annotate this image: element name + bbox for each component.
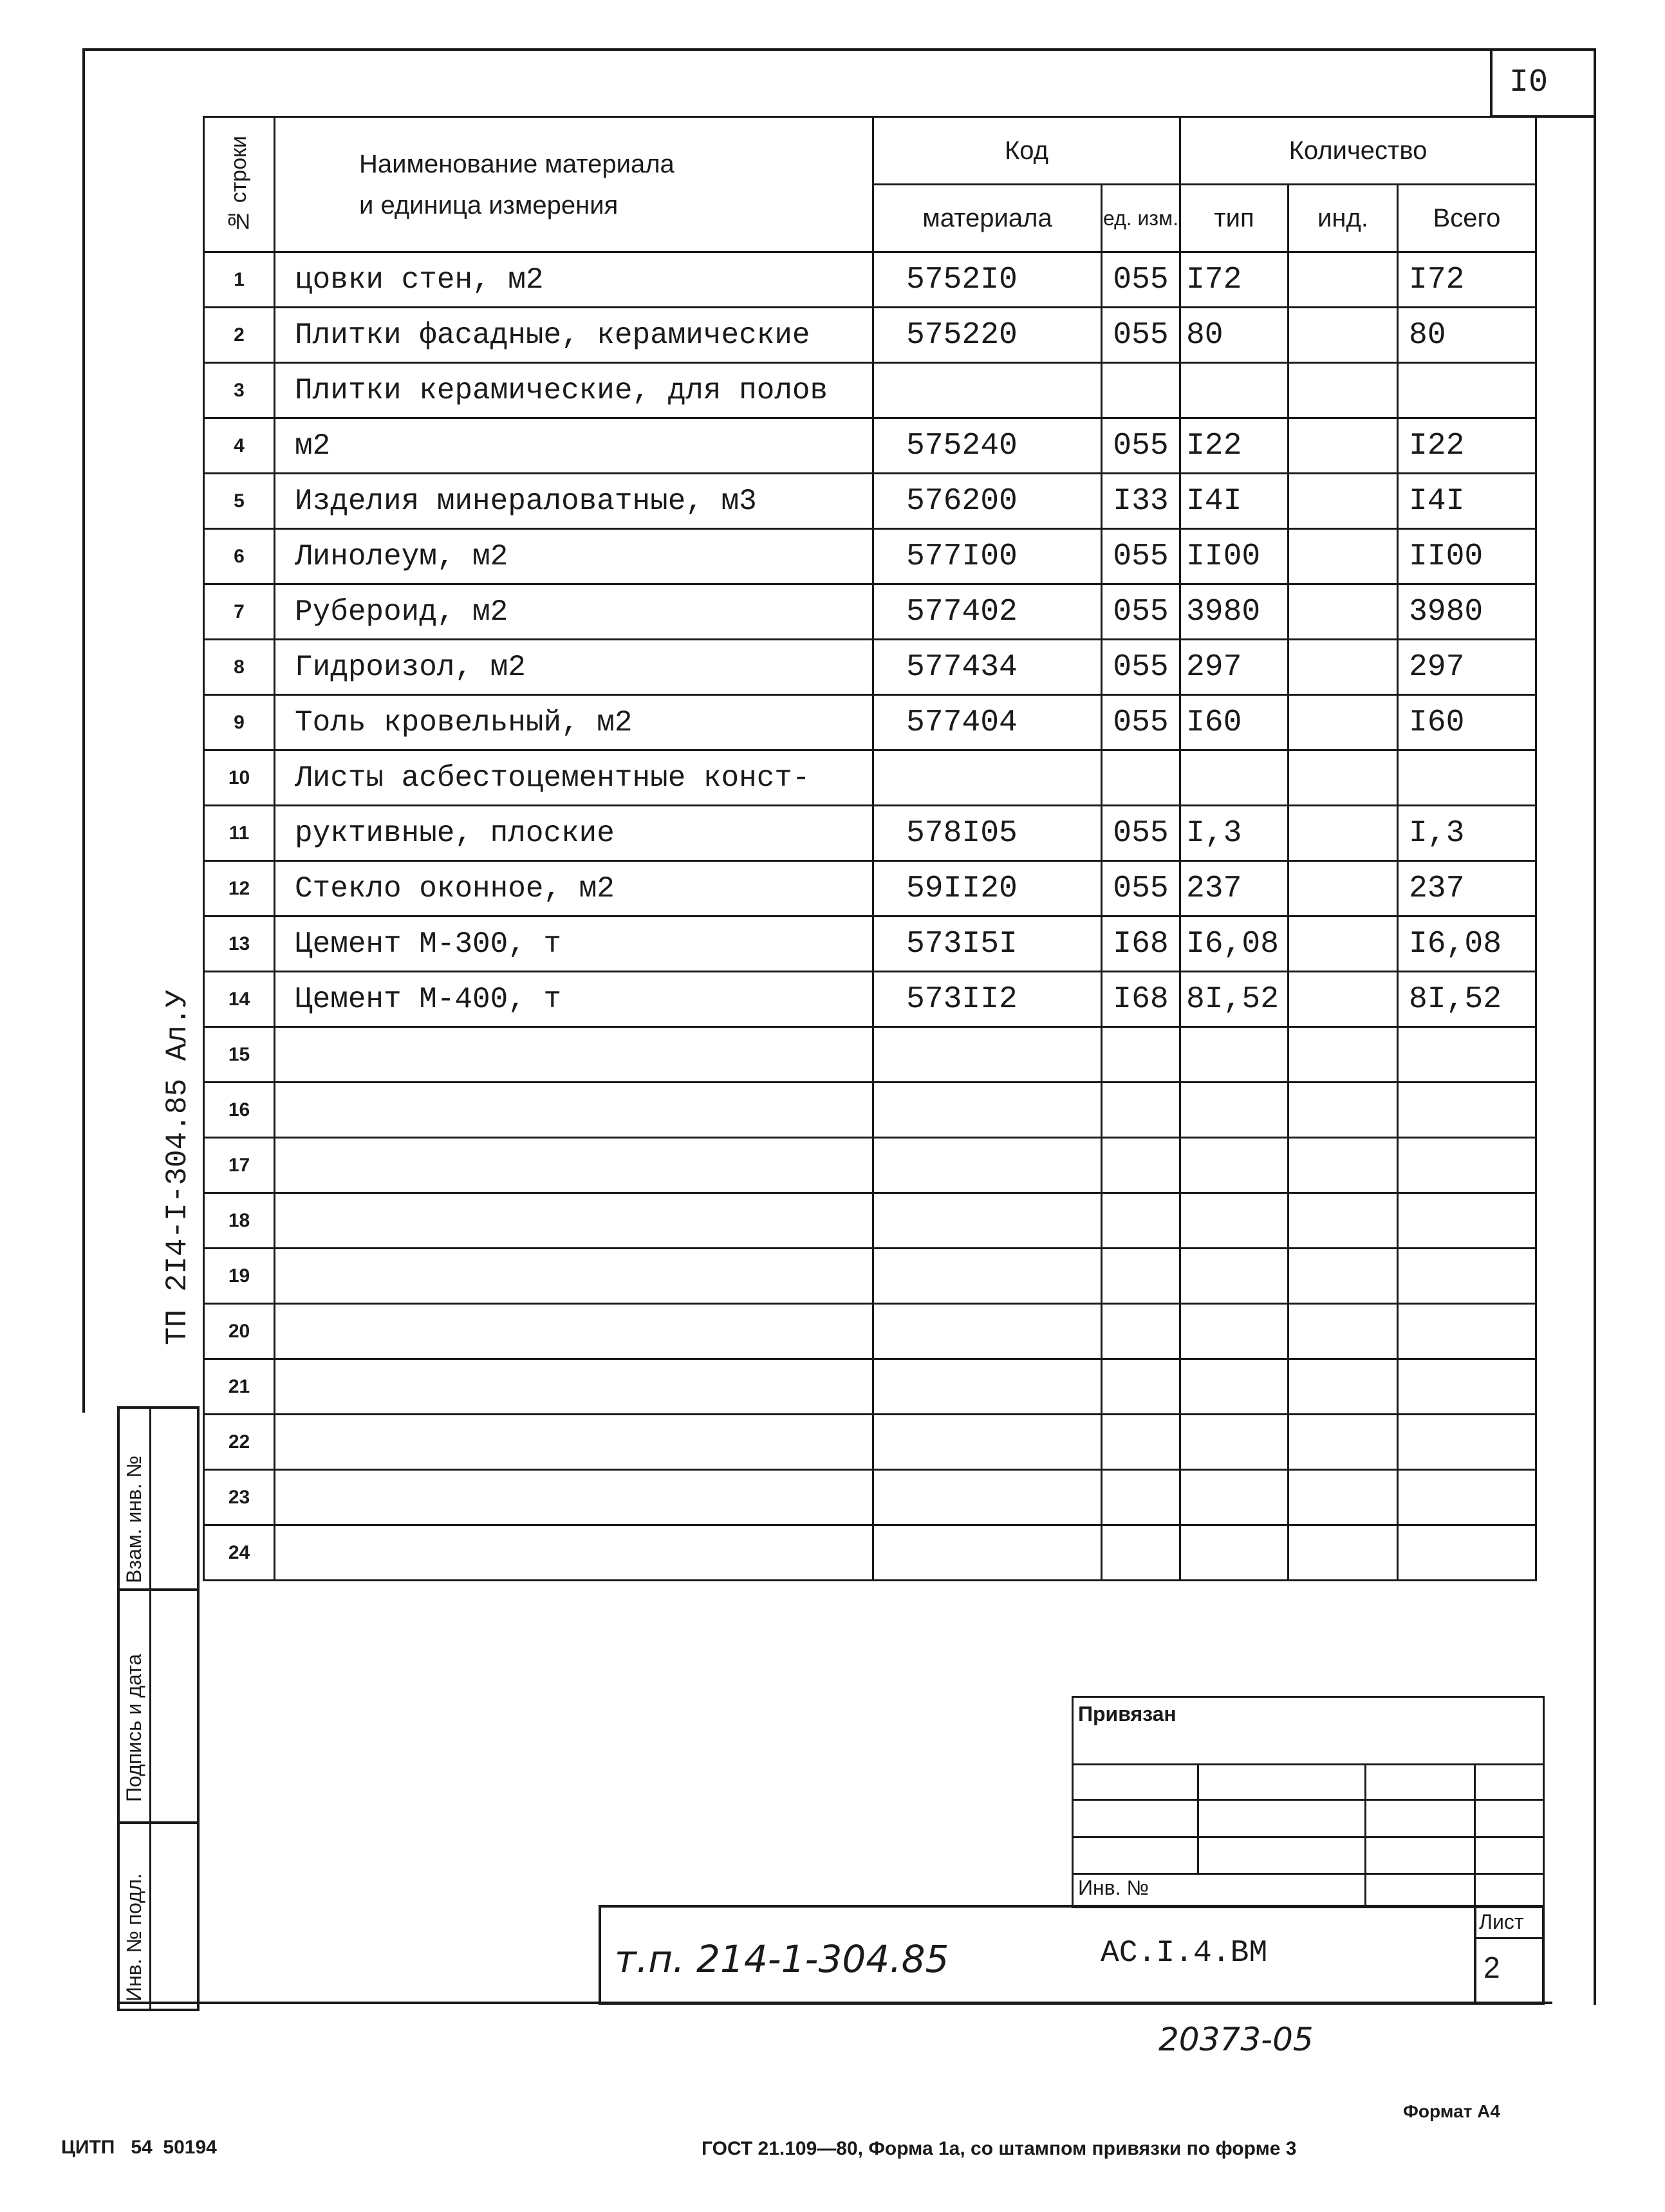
material-code — [873, 1525, 1102, 1581]
qty-total — [1398, 1470, 1536, 1525]
row-number: 19 — [204, 1249, 275, 1304]
material-name: Цемент М-300, т — [275, 916, 873, 972]
table-row — [204, 1249, 1536, 1304]
unit-code — [1102, 1470, 1180, 1525]
materials-table — [203, 116, 1537, 1581]
unit-code: 055 — [1102, 418, 1180, 474]
material-name — [275, 1083, 873, 1138]
stamp-vline-3 — [1474, 1763, 1476, 1908]
unit-code — [1102, 363, 1180, 418]
material-name — [275, 1027, 873, 1083]
left-strip-divider — [149, 1406, 151, 2011]
material-code: 573I5I — [873, 916, 1102, 972]
qty-total: I6,08 — [1398, 916, 1536, 972]
table-row — [204, 695, 1536, 750]
row-number: 24 — [204, 1525, 275, 1581]
material-name: цовки стен, м2 — [275, 252, 873, 308]
qty-total: 3980 — [1398, 584, 1536, 640]
inv-no-label: Инв. № — [1078, 1876, 1149, 1899]
material-code: 59II20 — [873, 861, 1102, 916]
table-row — [204, 529, 1536, 584]
qty-ind — [1288, 1470, 1398, 1525]
qty-total — [1398, 1083, 1536, 1138]
unit-code: I33 — [1102, 474, 1180, 529]
table-row — [204, 1138, 1536, 1193]
sheet-label: Лист — [1479, 1910, 1524, 1933]
material-name — [275, 1193, 873, 1249]
row-number: 4 — [204, 418, 275, 474]
material-code: 577402 — [873, 584, 1102, 640]
unit-code: 055 — [1102, 252, 1180, 308]
qty-ind — [1288, 584, 1398, 640]
material-name — [275, 1525, 873, 1581]
doc-code: АС.I.4.ВМ — [1101, 1936, 1268, 1971]
table-row — [204, 1415, 1536, 1470]
header-quantity: Количество — [1180, 117, 1536, 185]
handwritten-number: 20373-05 — [1158, 2021, 1314, 2058]
material-name: Плитки керамические, для полов — [275, 363, 873, 418]
qty-ind — [1288, 972, 1398, 1027]
table-row — [204, 861, 1536, 916]
material-code — [873, 1304, 1102, 1359]
qty-type — [1180, 1138, 1288, 1193]
privyazan-label: Привязан — [1078, 1702, 1177, 1725]
table-row — [204, 916, 1536, 972]
title-block-sheet-sep — [1474, 1937, 1545, 1939]
row-number: 13 — [204, 916, 275, 972]
qty-total — [1398, 1027, 1536, 1083]
footer-left: ЦИТП 54 50194 — [61, 2137, 217, 2158]
material-code — [873, 1249, 1102, 1304]
row-number: 1 — [204, 252, 275, 308]
header-name: Наименование материала и единица измерения — [275, 117, 873, 252]
unit-code: I68 — [1102, 972, 1180, 1027]
qty-total: I4I — [1398, 474, 1536, 529]
row-number: 9 — [204, 695, 275, 750]
material-code — [873, 1470, 1102, 1525]
material-name: Толь кровельный, м2 — [275, 695, 873, 750]
qty-total: II00 — [1398, 529, 1536, 584]
header-code-material: материала — [873, 185, 1102, 252]
handwritten-project-code: т.п. 214-1-304.85 — [615, 1937, 949, 1981]
qty-total: 80 — [1398, 308, 1536, 363]
material-name: Плитки фасадные, керамические — [275, 308, 873, 363]
label-podpis-data: Подпись и дата — [122, 1653, 145, 1802]
material-name: руктивные, плоские — [275, 806, 873, 861]
qty-ind — [1288, 1138, 1398, 1193]
table-row — [204, 474, 1536, 529]
row-number: 2 — [204, 308, 275, 363]
unit-code: 055 — [1102, 861, 1180, 916]
unit-code — [1102, 1415, 1180, 1470]
row-number: 20 — [204, 1304, 275, 1359]
qty-type — [1180, 1525, 1288, 1581]
row-number: 10 — [204, 750, 275, 806]
material-name — [275, 1470, 873, 1525]
table-row — [204, 418, 1536, 474]
qty-total — [1398, 363, 1536, 418]
qty-total: I60 — [1398, 695, 1536, 750]
material-code: 577434 — [873, 640, 1102, 695]
row-number: 3 — [204, 363, 275, 418]
header-qty-type: тип — [1180, 185, 1288, 252]
qty-total — [1398, 1138, 1536, 1193]
qty-ind — [1288, 363, 1398, 418]
qty-type — [1180, 363, 1288, 418]
unit-code: 055 — [1102, 529, 1180, 584]
material-name: Цемент М-400, т — [275, 972, 873, 1027]
qty-type — [1180, 750, 1288, 806]
qty-type — [1180, 1359, 1288, 1415]
header-row-number: № строки — [204, 117, 275, 252]
label-vzam-inv: Взам. инв. № — [122, 1455, 145, 1583]
material-name: Линолеум, м2 — [275, 529, 873, 584]
row-number: 22 — [204, 1415, 275, 1470]
unit-code — [1102, 1249, 1180, 1304]
material-name — [275, 1138, 873, 1193]
unit-code — [1102, 1027, 1180, 1083]
qty-total: I72 — [1398, 252, 1536, 308]
qty-ind — [1288, 1249, 1398, 1304]
qty-ind — [1288, 1359, 1398, 1415]
row-number: 17 — [204, 1138, 275, 1193]
material-code — [873, 1027, 1102, 1083]
qty-type — [1180, 1027, 1288, 1083]
header-qty-ind: инд. — [1288, 185, 1398, 252]
material-name: Листы асбестоцементные конст- — [275, 750, 873, 806]
material-code: 575240 — [873, 418, 1102, 474]
row-number: 6 — [204, 529, 275, 584]
material-code — [873, 1359, 1102, 1415]
unit-code — [1102, 1359, 1180, 1415]
left-strip-sep-2 — [117, 1821, 200, 1824]
unit-code — [1102, 750, 1180, 806]
left-strip-sep-1 — [117, 1588, 200, 1591]
unit-code: 055 — [1102, 695, 1180, 750]
table-row — [204, 750, 1536, 806]
qty-total: 237 — [1398, 861, 1536, 916]
material-code: 573II2 — [873, 972, 1102, 1027]
qty-type: I4I — [1180, 474, 1288, 529]
material-name — [275, 1249, 873, 1304]
material-code: 578I05 — [873, 806, 1102, 861]
row-number: 5 — [204, 474, 275, 529]
row-number: 12 — [204, 861, 275, 916]
unit-code — [1102, 1083, 1180, 1138]
table-row — [204, 308, 1536, 363]
qty-total — [1398, 1249, 1536, 1304]
sheet-number: I0 — [1509, 64, 1549, 101]
material-code: 577404 — [873, 695, 1102, 750]
qty-type: 3980 — [1180, 584, 1288, 640]
qty-ind — [1288, 1304, 1398, 1359]
unit-code: 055 — [1102, 640, 1180, 695]
table-row — [204, 1083, 1536, 1138]
qty-type: II00 — [1180, 529, 1288, 584]
qty-ind — [1288, 806, 1398, 861]
material-code — [873, 363, 1102, 418]
qty-ind — [1288, 1525, 1398, 1581]
table-row — [204, 1304, 1536, 1359]
row-number: 23 — [204, 1470, 275, 1525]
unit-code: 055 — [1102, 308, 1180, 363]
material-code: 576200 — [873, 474, 1102, 529]
frame-left-line — [82, 48, 85, 1413]
material-code — [873, 1193, 1102, 1249]
table-row — [204, 806, 1536, 861]
qty-type: I60 — [1180, 695, 1288, 750]
header-code-unit: ед. изм. — [1102, 185, 1180, 252]
table-row — [204, 1359, 1536, 1415]
material-code — [873, 750, 1102, 806]
qty-type: I22 — [1180, 418, 1288, 474]
qty-type — [1180, 1249, 1288, 1304]
qty-type: I72 — [1180, 252, 1288, 308]
footer-right: ГОСТ 21.109—80, Форма 1а, со штампом привязки по форме 3 — [702, 2138, 1297, 2159]
qty-ind — [1288, 861, 1398, 916]
table-row — [204, 972, 1536, 1027]
qty-type: 80 — [1180, 308, 1288, 363]
material-code — [873, 1138, 1102, 1193]
qty-total — [1398, 1415, 1536, 1470]
label-inv-podl: Инв. № подл. — [122, 1873, 145, 2002]
qty-total — [1398, 1304, 1536, 1359]
qty-type — [1180, 1193, 1288, 1249]
unit-code — [1102, 1193, 1180, 1249]
stamp-vline-1 — [1197, 1763, 1199, 1873]
row-number: 8 — [204, 640, 275, 695]
qty-type — [1180, 1304, 1288, 1359]
table-row — [204, 640, 1536, 695]
material-code: 575220 — [873, 308, 1102, 363]
qty-total — [1398, 1359, 1536, 1415]
table-row — [204, 1470, 1536, 1525]
qty-ind — [1288, 640, 1398, 695]
qty-ind — [1288, 1193, 1398, 1249]
qty-ind — [1288, 1415, 1398, 1470]
unit-code — [1102, 1525, 1180, 1581]
qty-ind — [1288, 529, 1398, 584]
qty-type — [1180, 1415, 1288, 1470]
material-name: Стекло оконное, м2 — [275, 861, 873, 916]
qty-total: 8I,52 — [1398, 972, 1536, 1027]
qty-total: 297 — [1398, 640, 1536, 695]
material-code: 577I00 — [873, 529, 1102, 584]
qty-type: 297 — [1180, 640, 1288, 695]
row-number: 18 — [204, 1193, 275, 1249]
table-row — [204, 363, 1536, 418]
qty-type: 237 — [1180, 861, 1288, 916]
row-number: 14 — [204, 972, 275, 1027]
table-row — [204, 252, 1536, 308]
format-label: Формат А4 — [1403, 2101, 1500, 2121]
qty-ind — [1288, 1083, 1398, 1138]
material-name: Рубероид, м2 — [275, 584, 873, 640]
qty-type: 8I,52 — [1180, 972, 1288, 1027]
stamp-vline-2 — [1364, 1763, 1366, 1908]
material-name: Изделия минераловатные, м3 — [275, 474, 873, 529]
qty-ind — [1288, 474, 1398, 529]
qty-total: I22 — [1398, 418, 1536, 474]
table-row — [204, 1525, 1536, 1581]
qty-total — [1398, 750, 1536, 806]
qty-ind — [1288, 916, 1398, 972]
unit-code: 055 — [1102, 806, 1180, 861]
material-name: м2 — [275, 418, 873, 474]
qty-ind — [1288, 418, 1398, 474]
material-name — [275, 1415, 873, 1470]
row-number: 7 — [204, 584, 275, 640]
qty-ind — [1288, 1027, 1398, 1083]
material-name — [275, 1359, 873, 1415]
sheet-value: 2 — [1484, 1951, 1500, 1984]
unit-code — [1102, 1304, 1180, 1359]
qty-type — [1180, 1083, 1288, 1138]
qty-ind — [1288, 750, 1398, 806]
row-number: 16 — [204, 1083, 275, 1138]
row-number: 15 — [204, 1027, 275, 1083]
unit-code — [1102, 1138, 1180, 1193]
unit-code: I68 — [1102, 916, 1180, 972]
qty-total — [1398, 1525, 1536, 1581]
unit-code: 055 — [1102, 584, 1180, 640]
material-name — [275, 1304, 873, 1359]
material-name: Гидроизол, м2 — [275, 640, 873, 695]
header-code: Код — [873, 117, 1180, 185]
header-qty-total: Всего — [1398, 185, 1536, 252]
row-number: 21 — [204, 1359, 275, 1415]
qty-type: I,3 — [1180, 806, 1288, 861]
qty-total: I,3 — [1398, 806, 1536, 861]
table-row — [204, 1193, 1536, 1249]
qty-total — [1398, 1193, 1536, 1249]
qty-ind — [1288, 308, 1398, 363]
table-row — [204, 1027, 1536, 1083]
material-code: 5752I0 — [873, 252, 1102, 308]
qty-type: I6,08 — [1180, 916, 1288, 972]
side-label: ТП 2I4-I-304.85 Ал.У — [161, 989, 194, 1345]
qty-ind — [1288, 695, 1398, 750]
qty-type — [1180, 1470, 1288, 1525]
table-row — [204, 584, 1536, 640]
material-code — [873, 1415, 1102, 1470]
qty-ind — [1288, 252, 1398, 308]
row-number: 11 — [204, 806, 275, 861]
title-block-divider — [1474, 1905, 1476, 2005]
material-code — [873, 1083, 1102, 1138]
